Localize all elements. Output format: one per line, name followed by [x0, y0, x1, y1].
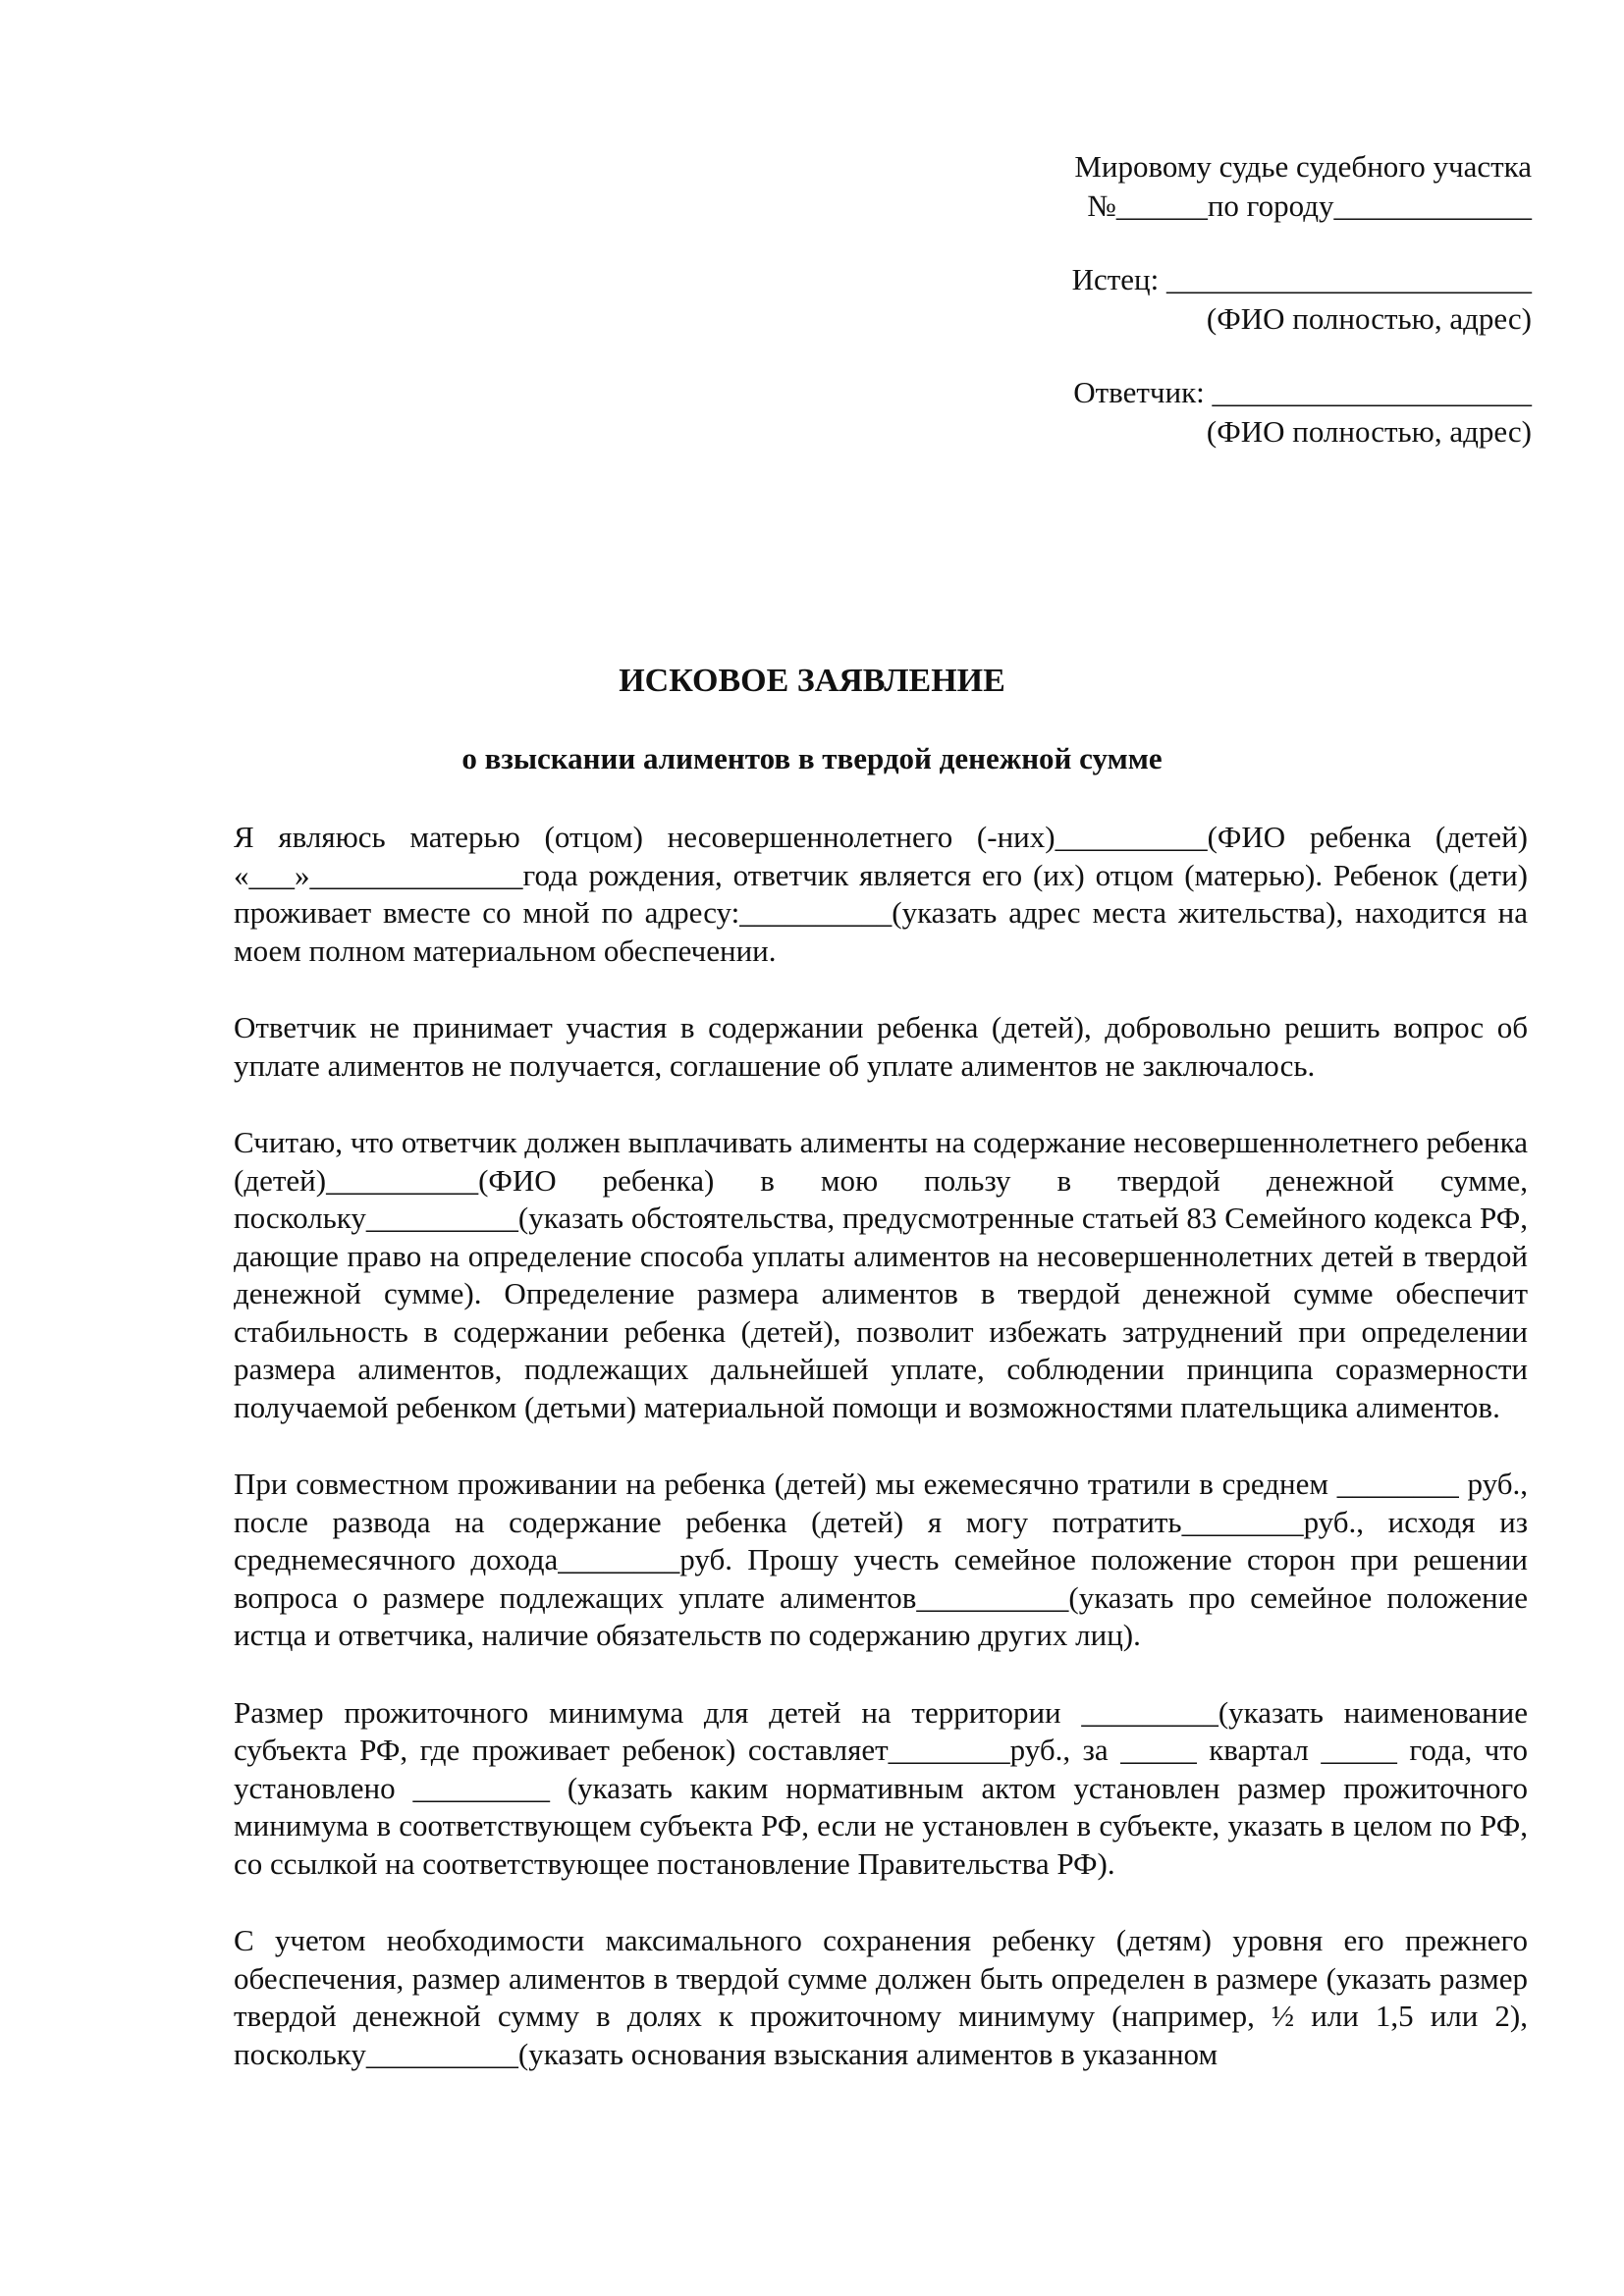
plaintiff-line: Истец: ________________________ — [1071, 262, 1532, 296]
document-title: ИСКОВОЕ ЗАЯВЛЕНИЕ — [619, 663, 1005, 699]
document-header — [1001, 147, 1532, 452]
paragraph-4: При совместном проживании на ребенка (детей) мы ежемесячно тратили в среднем ________ руб., после развода на содержание ребенка (детей) я могу потратить________руб., исходя из среднемесячного дохода________руб. Прошу учесть семейное положение сторон при решении вопроса о размере подлежащих уплате алиментов__________(указать про семейное положение истца и ответчика, наличие обязательств по содержанию других лиц). — [234, 1467, 1528, 1652]
document-subtitle: о взыскании алиментов в твердой денежной сумме — [461, 741, 1163, 775]
defendant-hint: (ФИО полностью, адрес) — [1206, 414, 1532, 449]
document-body — [234, 819, 1528, 2112]
paragraph-1: Я являюсь матерью (отцом) несовершеннолетнего (-них)__________(ФИО ребенка (детей) «___»______________года рождения, ответчик является его (их) отцом (матерью). Ребенок (дети) проживает вместе со мной по адресу:__________(указать адрес места жительства), находится на моем полном материальном обеспечении. — [234, 820, 1528, 968]
court-line: Мировому судье судебного участка — [1074, 149, 1532, 184]
paragraph-6: С учетом необходимости максимального сохранения ребенку (детям) уровня его прежнего обеспечения, размер алиментов в твердой сумме должен быть определен в размере (указать размер твердой денежной сумму в долях к прожиточному минимуму (например, ½ или 1,5 или 2), поскольку__________(указать основания взыскания алиментов в указанном — [234, 1923, 1528, 2071]
paragraph-3: Считаю, что ответчик должен выплачивать алименты на содержание несовершеннолетнего ребенка (детей)__________(ФИО ребенка) в мою пользу в твердой денежной сумме, поскольку__________(указать обстоятельства, предусмотренные статьей 83 Семейного кодекса РФ, дающие право на определение способа уплаты алиментов на несовершеннолетних детей в твердой денежной сумме). Определение размера алиментов в твердой денежной сумме обеспечит стабильность в содержании ребенка (детей), позволит избежать затруднений при определении размера алиментов, подлежащих дальнейшей уплате, соблюдении принципа соразмерности получаемой ребенком (детьми) материальной помощи и возможностями плательщика алиментов. — [234, 1125, 1528, 1424]
paragraph-5: Размер прожиточного минимума для детей на территории _________(указать наименование субъекта РФ, где проживает ребенок) составляет________руб., за _____ квартал _____ года, что установлено _________ (указать каким нормативным актом установлен размер прожиточного минимума в соответствующем субъекта РФ, если не установлен в субъекте, указать в целом по РФ, со ссылкой на соответствующее постановление Правительства РФ). — [234, 1694, 1528, 1881]
defendant-line: Ответчик: _____________________ — [1073, 375, 1532, 409]
plaintiff-hint: (ФИО полностью, адрес) — [1206, 301, 1532, 336]
court-number-line: №______по городу_____________ — [1087, 188, 1532, 223]
paragraph-2: Ответчик не принимает участия в содержании ребенка (детей), добровольно решить вопрос об уплате алиментов не получается, соглашение об уплате алиментов не заключалось. — [234, 1010, 1528, 1083]
